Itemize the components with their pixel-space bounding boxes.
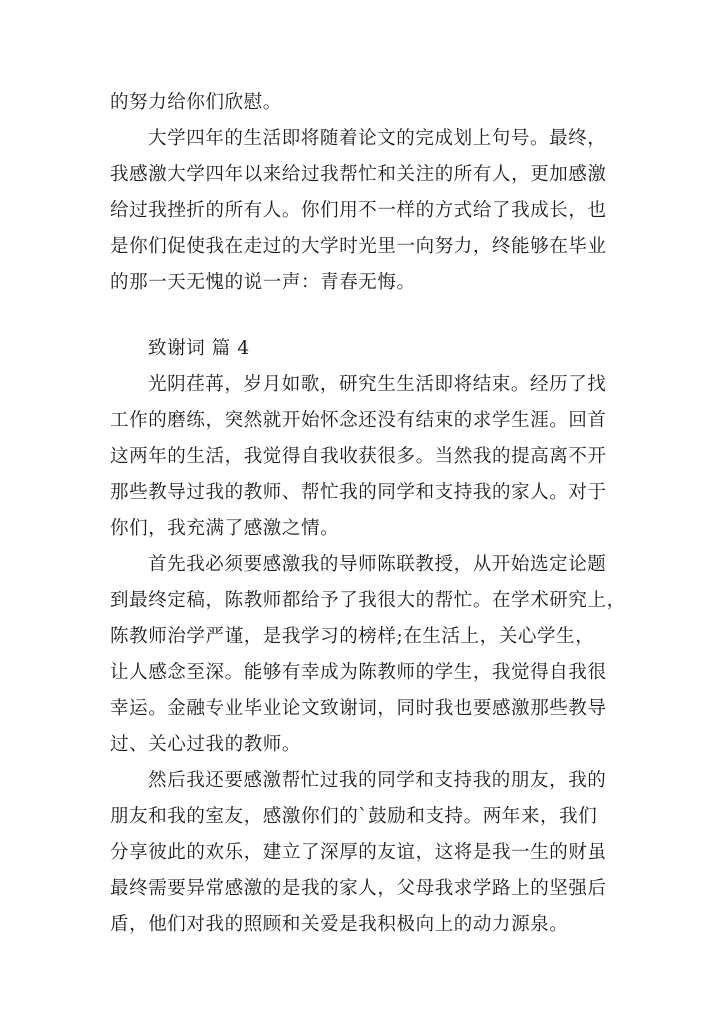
paragraph-line: 朋友和我的室友，感激你们的`鼓励和支持。两年来，我们 [110,806,598,827]
paragraph-line: 那些教导过我的教师、帮忙我的同学和支持我的家人。对于 [110,482,607,503]
paragraph-line: 的努力给你们欣慰。 [110,92,282,113]
paragraph-line: 盾，他们对我的照顾和关爱是我积极向上的动力源泉。 [110,914,569,935]
paragraph-line: 分享彼此的欢乐，建立了深厚的友谊，这将是我一生的财虽 [110,842,607,863]
paragraph-line: 你们，我充满了感激之情。 [110,518,340,539]
paragraph-line: 首先我必须要感激我的导师陈联教授，从开始选定论题 [148,554,607,575]
paragraph-line: 这两年的生活，我觉得自我收获很多。当然我的提高离不开 [110,446,607,467]
paragraph-line: 给过我挫折的所有人。你们用不一样的方式给了我成长，也 [110,200,607,221]
paragraph-line: 工作的磨练，突然就开始怀念还没有结束的求学生涯。回首 [110,410,607,431]
paragraph-line: 到最终定稿，陈教师都给予了我很大的帮忙。在学术研究上， [110,590,626,611]
paragraph-line: 的那一天无愧的说一声：青春无悔。 [110,272,416,293]
paragraph-line: 过、关心过我的教师。 [110,734,302,755]
paragraph-line: 大学四年的生活即将随着论文的完成划上句号。最终， [148,128,607,149]
section-heading: 致谢词 篇 4 [148,338,250,359]
paragraph-line: 幸运。金融专业毕业论文致谢词，同时我也要感激那些教导 [110,698,607,719]
paragraph-line: 然后我还要感激帮忙过我的同学和支持我的朋友，我的 [148,770,607,791]
paragraph-line: 是你们促使我在走过的大学时光里一向努力，终能够在毕业 [110,236,607,257]
paragraph-line: 让人感念至深。能够有幸成为陈教师的学生，我觉得自我很 [110,662,607,683]
paragraph-line: 我感激大学四年以来给过我帮忙和关注的所有人，更加感激 [110,164,607,185]
paragraph-line: 光阴荏苒，岁月如歌，研究生生活即将结束。经历了找 [148,374,607,395]
paragraph-line: 陈教师治学严谨，是我学习的榜样;在生活上，关心学生， [110,626,595,647]
paragraph-line: 最终需要异常感激的是我的家人，父母我求学路上的坚强后 [110,878,607,899]
